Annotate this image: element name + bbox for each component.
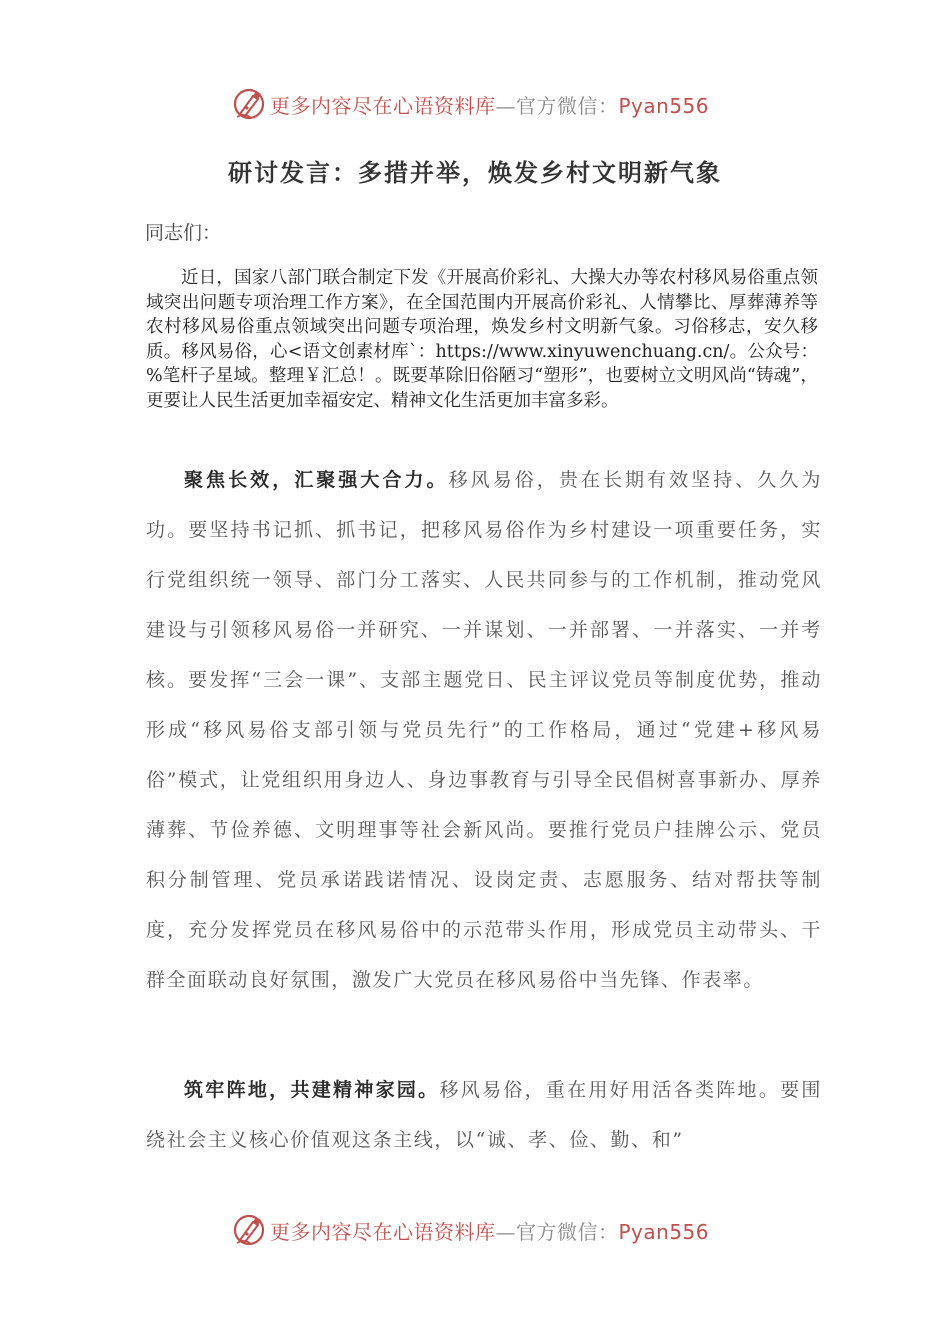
section-body-2: 移风易俗，重在用好用活各类阵地。要围绕社会主义核心价值观这条主线，以“诚、孝、俭、勤、和” (146, 1079, 823, 1151)
watermark-banner-bottom (232, 1210, 709, 1250)
section-body-1: 移风易俗，贵在长期有效坚持、久久为功。要坚持书记抓、抓书记，把移风易俗作为乡村建设一项重要任务，实行党组织统一领导、部门分工落实、人民共同参与的工作机制，推动党风建设与引领移风易俗一并研究、一并谋划、一并部署、一并落实、一并考核。要发挥“三会一课”、支部主题党日、民主评议党员等制度优势，推动形成“移风易俗支部引领与党员先行”的工作格局，通过“党建+移风易俗”模式，让党组织用身边人、身边事教育与引导全民倡树喜事新办、厚养薄葬、节俭养德、文明理事等社会新风尚。要推行党员户挂牌公示、党员积分制管理、党员承诺践诺情况、设岗定责、志愿服务、结对帮扶等制度，充分发挥党员在移风易俗中的示范带头作用，形成党员主动带头、干群全面联动良好氛围，激发广大党员在移风易俗中当先锋、作表率。 (146, 469, 823, 991)
watermark-text (270, 90, 709, 119)
intro-paragraph: 近日，国家八部门联合制定下发《开展高价彩礼、大操大办等农村移风易俗重点领域突出问题专项治理工作方案》，在全国范围内开展高价彩礼、人情攀比、厚葬薄养等农村移风易俗重点领域突出问题专项治理，焕发乡村文明新气象。习俗移志，安久移质。移风易俗，心<语文创素材库`：https://www.xinyuwenchuang.cn/。公众号：%笔杆子星域。整理￥汇总！。既要革除旧俗陋习“塑形”，也要树立文明风尚“铸魂”，更要让人民生活更加幸福安定、精神文化生活更加丰富多彩。 (146, 268, 818, 411)
pen-nib-logo-icon (232, 1213, 266, 1247)
watermark-wechat-id: Pyan556 (618, 93, 710, 118)
watermark-label: 官方微信： (516, 93, 619, 118)
section-paragraph-2 (146, 1065, 822, 1165)
watermark-banner-top (232, 84, 709, 124)
watermark-brand: 更多内容尽在心语资料库 (270, 93, 496, 118)
watermark-wechat-id: Pyan556 (618, 1219, 710, 1244)
section-heading-2: 筑牢阵地，共建精神家园。 (184, 1079, 440, 1101)
watermark-label: 官方微信： (516, 1219, 619, 1244)
watermark-brand: 更多内容尽在心语资料库 (270, 1219, 496, 1244)
watermark-separator: — (495, 1219, 516, 1244)
pen-nib-logo-icon (232, 87, 266, 121)
greeting: 同志们： (145, 222, 222, 244)
watermark-text (270, 1216, 709, 1245)
section-paragraph-1 (146, 455, 822, 1005)
watermark-separator: — (495, 93, 516, 118)
section-heading-1: 聚焦长效，汇聚强大合力。 (184, 469, 449, 491)
page-title: 研讨发言：多措并举，焕发乡村文明新气象 (228, 158, 722, 187)
